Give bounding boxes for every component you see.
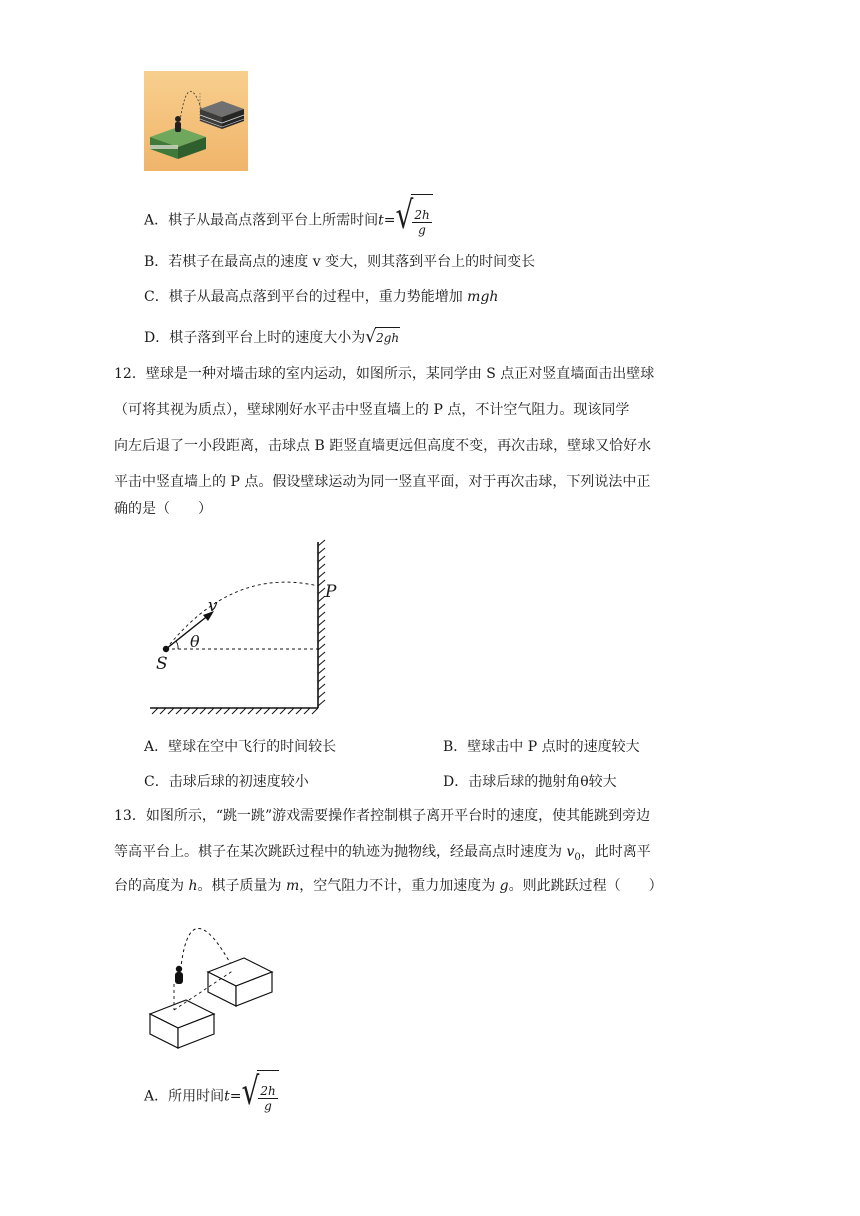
q12-option-c: C．击球后球的初速度较小 [144, 774, 309, 790]
q12-stem-line2: （可将其视为质点），壁球刚好水平击中竖直墙上的 P 点，不计空气阻力。现该同学 [114, 402, 630, 418]
q12-option-a: A．壁球在空中飞行的时间较长 [144, 739, 337, 755]
q12-squash-figure [148, 538, 348, 718]
q11-option-b: B．若棋子在最高点的速度 v 变大，则其落到平台上的时间变长 [144, 254, 536, 270]
q12-stem-line4: 平击中竖直墙上的 P 点。假设壁球运动为同一竖直平面，对于再次击球，下列说法中正 [114, 474, 651, 490]
q13-jump-figure [146, 904, 276, 1050]
q13-stem-line3: 台的高度为 h。棋子质量为 m，空气阻力不计，重力加速度为 g。则此跳跃过程（ ） [114, 878, 663, 894]
q13-stem-line2: 等高平台上。棋子在某次跳跃过程中的轨迹为抛物线，经最高点时速度为 $v_0$，此时离平 [114, 844, 651, 863]
label-theta: θ [190, 632, 200, 651]
q13-stem-line1: 13．如图所示，“跳一跳”游戏需要操作者控制棋子离开平台时的速度，使其能跳到旁边 [114, 808, 651, 824]
q12-stem-line3: 向左后退了一小段距离，击球点 B 距竖直墙更远但高度不变，再次击球，壁球又恰好水 [114, 438, 652, 454]
jump-game-photo [144, 71, 248, 171]
label-p: P [325, 582, 337, 602]
q12-stem-line1: 12．壁球是一种对墙击球的室内运动，如图所示，某同学由 S 点正对竖直墙面击出壁球 [114, 366, 655, 382]
label-s: S [156, 654, 168, 674]
q11-option-d: D．棋子落到平台上时的速度大小为 √ 2gh [144, 327, 400, 347]
q11-option-a: A．棋子从最高点落到平台上所需时间t= √ $\frac{2h}{g}$ [144, 194, 433, 234]
q13-option-a: A．所用时间t= √ $\frac{2h}{g}$ [144, 1070, 279, 1110]
q11-option-c: C．棋子从最高点落到平台的过程中，重力势能增加 mgh [144, 289, 499, 305]
q12-stem-line5: 确的是（ ） [114, 501, 212, 517]
q12-option-d: D．击球后球的抛射角θ较大 [443, 774, 617, 790]
q12-option-b: B．壁球击中 P 点时的速度较大 [443, 739, 640, 755]
label-v: v [208, 596, 218, 616]
